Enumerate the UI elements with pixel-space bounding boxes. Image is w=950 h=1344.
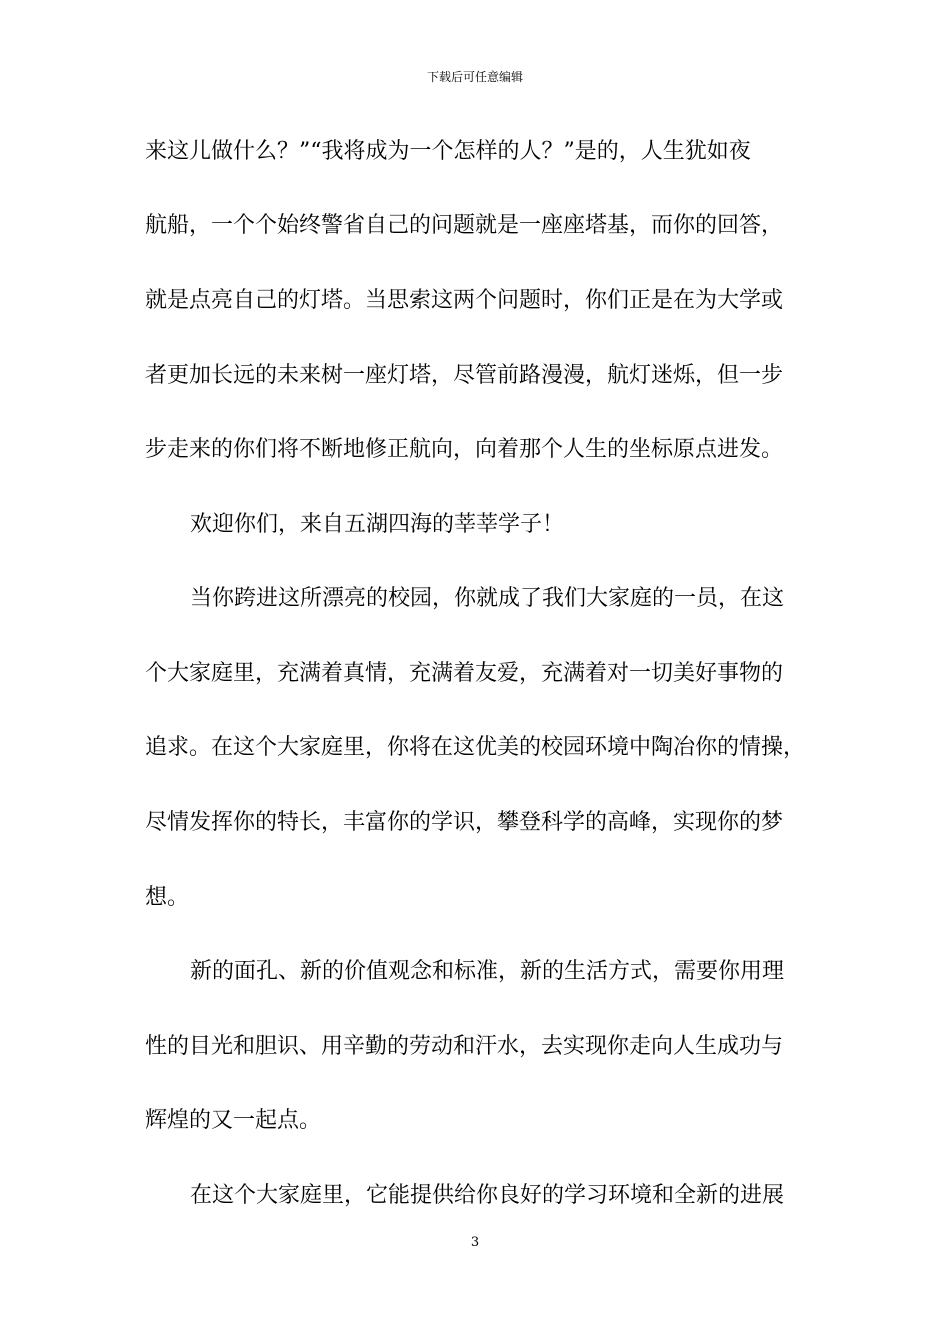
body-line: 新的面孔、新的价值观念和标准，新的生活方式，需要你用理 <box>190 959 785 984</box>
body-line: 当你跨进这所漂亮的校园，你就成了我们大家庭的一员，在这 <box>190 586 785 611</box>
page-header: 下载后可任意编辑 <box>426 70 523 84</box>
page-number: 3 <box>470 1235 480 1250</box>
body-line: 者更加长远的未来树一座灯塔，尽管前路漫漫，航灯迷烁，但一步 <box>145 363 784 388</box>
body-line: 欢迎你们，来自五湖四海的莘莘学子！ <box>190 512 565 537</box>
body-line: 追求。在这个大家庭里，你将在这优美的校园环境中陶冶你的情操， <box>145 735 806 760</box>
body-line: 性的目光和胆识、用辛勤的劳动和汗水，去实现你走向人生成功与 <box>145 1034 784 1059</box>
body-line: 就是点亮自己的灯塔。当思索这两个问题时，你们正是在为大学或 <box>145 288 784 313</box>
body-line: 在这个大家庭里，它能提供给你良好的学习环境和全新的进展 <box>190 1183 785 1208</box>
body-line: 步走来的你们将不断地修正航向，向着那个人生的坐标原点进发。 <box>145 437 784 462</box>
body-line: 航船，一个个始终警省自己的问题就是一座座塔基，而你的回答， <box>145 213 784 238</box>
body-line: 个大家庭里，充满着真情，充满着友爱，充满着对一切美好事物的 <box>145 661 784 686</box>
body-line: 辉煌的又一起点。 <box>145 1108 322 1133</box>
body-line: 来这儿做什么？”“我将成为一个怎样的人？”是的，人生犹如夜 <box>145 139 751 164</box>
body-line: 尽情发挥你的特长，丰富你的学识，攀登科学的高峰，实现你的梦 <box>145 810 784 835</box>
body-line: 想。 <box>145 885 190 910</box>
